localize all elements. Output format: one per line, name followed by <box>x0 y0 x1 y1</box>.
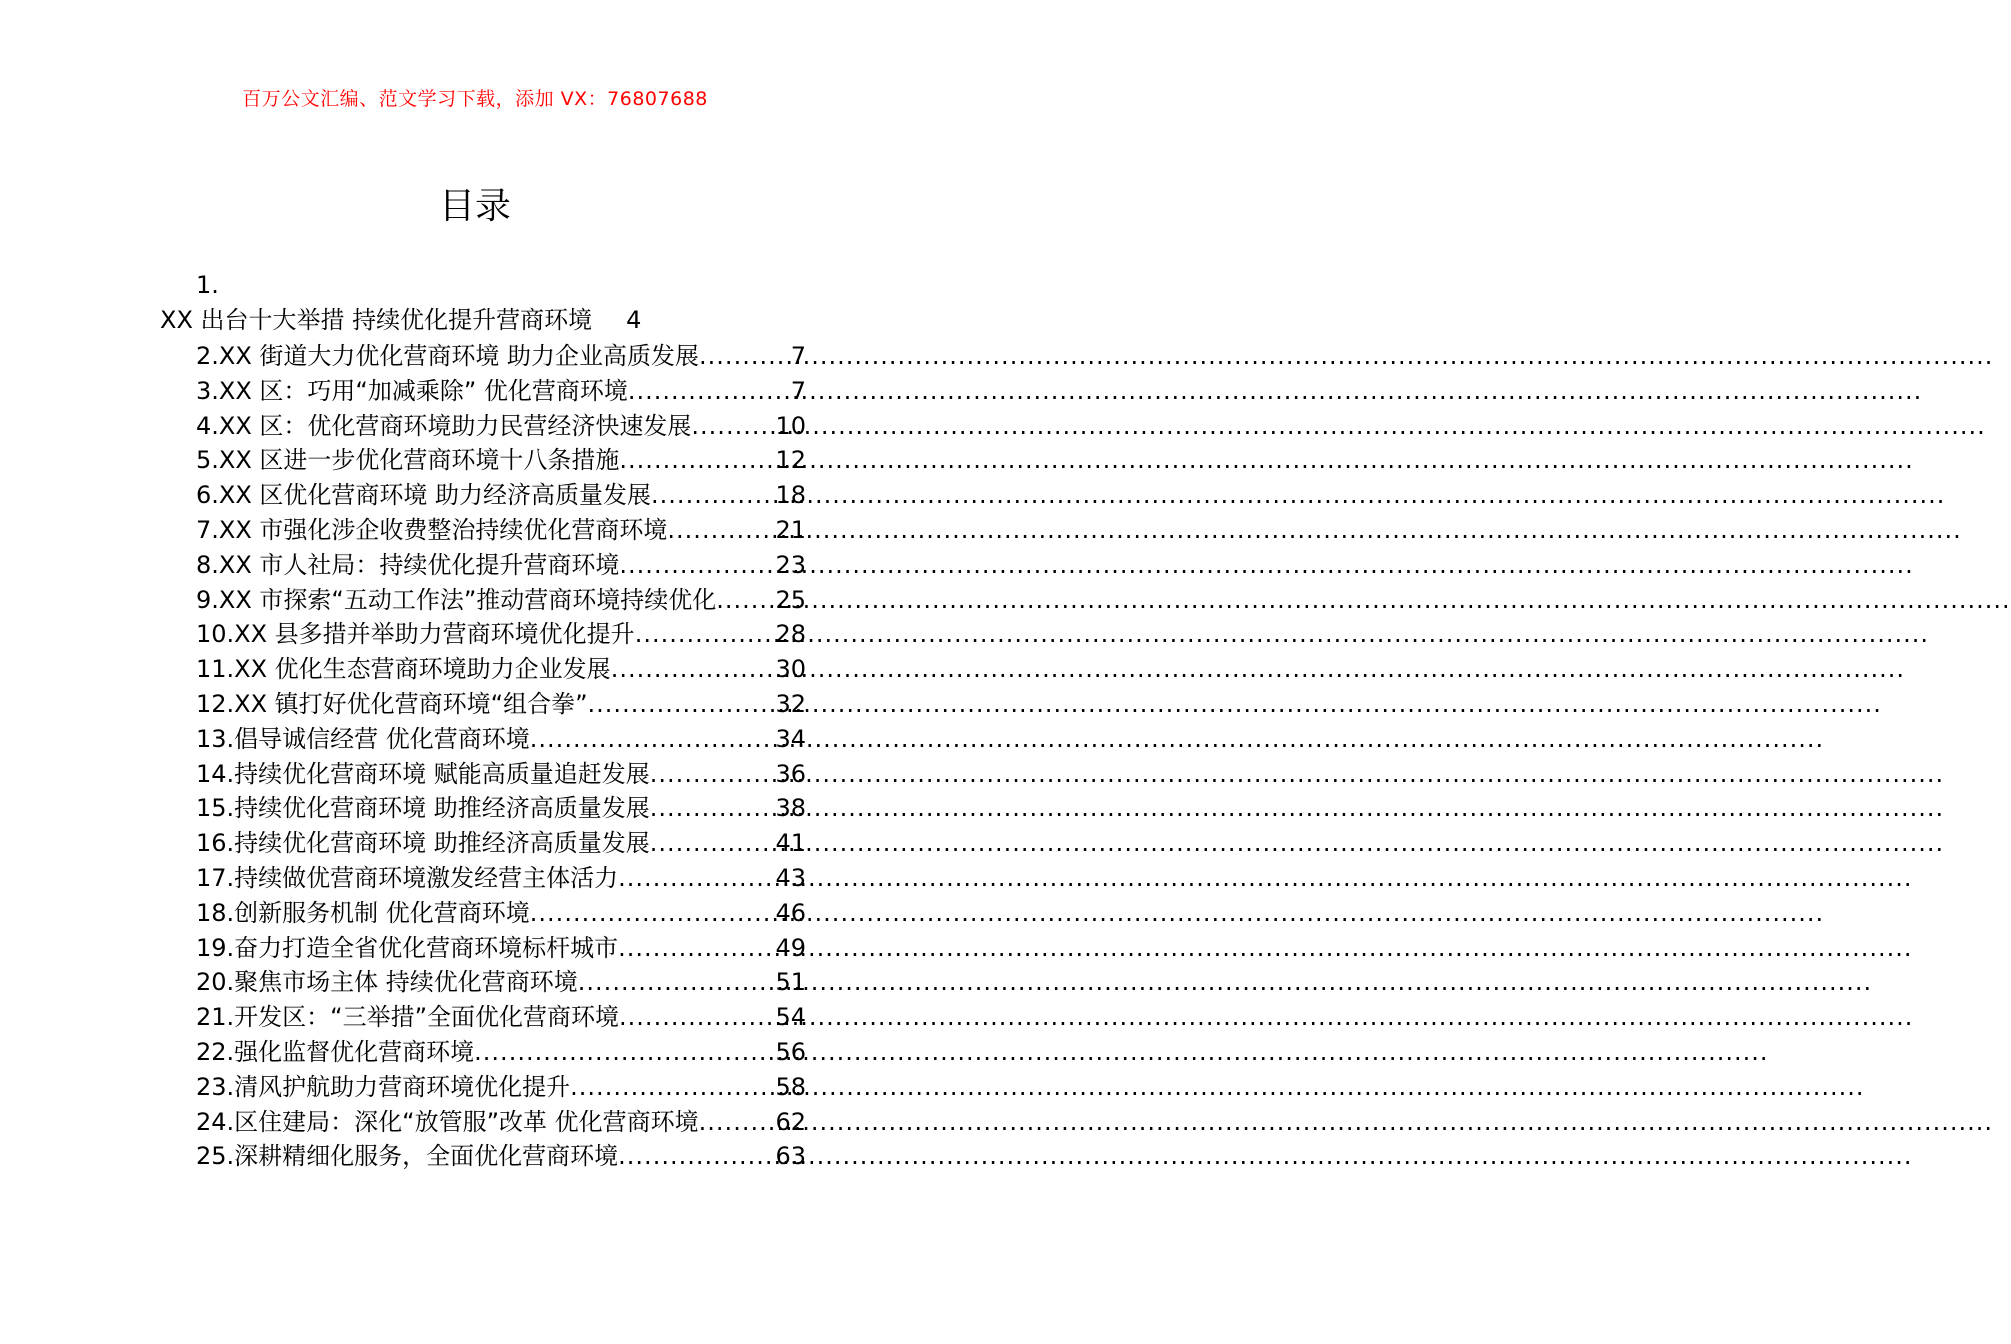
toc-leader-dots <box>619 548 775 583</box>
toc-entry-label: 14.持续优化营商环境 赋能高质量追赶发展 <box>196 759 650 788</box>
toc-entry[interactable] <box>196 826 806 861</box>
toc-entry-label: 16.持续优化营商环境 助推经济高质量发展 <box>196 829 650 858</box>
toc-entry-label: 10.XX 县多措并举助力营商环境优化提升 <box>196 620 635 649</box>
toc-entry[interactable] <box>196 339 806 374</box>
toc-entry[interactable] <box>196 513 806 548</box>
toc-entry-label: 19.奋力打造全省优化营商环境标杆城市 <box>196 933 619 962</box>
toc-entry-page: 62 <box>775 1107 806 1136</box>
toc-entry-page: 49 <box>775 933 806 962</box>
toc-entry[interactable] <box>196 896 806 931</box>
toc-entry-page: 25 <box>775 585 806 614</box>
toc-entry[interactable] <box>196 443 806 478</box>
toc-entry[interactable] <box>196 478 806 513</box>
toc-entry[interactable] <box>196 1139 806 1174</box>
toc-leader-dots <box>699 1105 776 1140</box>
toc-entry-page: 32 <box>775 689 806 718</box>
toc-entry-label: 21.开发区：“三举措”全面优化营商环境 <box>196 1003 620 1032</box>
toc-leader-dots <box>618 931 775 966</box>
toc-entry-1-number: 1. <box>196 271 219 299</box>
toc-entry-page: 7 <box>790 376 806 405</box>
toc-entry[interactable] <box>196 548 806 583</box>
toc-leader-dots <box>650 791 776 826</box>
toc-leader-dots <box>635 617 776 652</box>
toc-leader-dots <box>628 374 791 409</box>
toc-leader-dots <box>530 896 776 931</box>
toc-entry-page: 30 <box>775 655 806 684</box>
toc-entry[interactable] <box>196 861 806 896</box>
page-title: 目录 <box>438 186 511 227</box>
toc-entry-label: 23.清风护航助力营商环境优化提升 <box>196 1072 571 1101</box>
toc-entry-page: 10 <box>775 411 806 440</box>
toc-entry-page: 18 <box>775 481 806 510</box>
table-of-contents <box>196 339 806 1174</box>
toc-entry-page: 63 <box>775 1142 806 1171</box>
toc-entry-label: 12.XX 镇打好优化营商环境“组合拳” <box>196 689 588 718</box>
toc-entry-page: 54 <box>775 1003 806 1032</box>
toc-entry-label: 8.XX 市人社局：持续优化提升营商环境 <box>196 550 620 579</box>
toc-entry-page: 56 <box>775 1037 806 1066</box>
toc-entry[interactable] <box>196 617 806 652</box>
toc-entry-label: 25.深耕精细化服务，全面优化营商环境 <box>196 1142 619 1171</box>
toc-entry-label: 15.持续优化营商环境 助推经济高质量发展 <box>196 794 650 823</box>
header-note: 百万公文汇编、范文学习下载，添加 VX：76807688 <box>242 88 708 110</box>
toc-entry-label: 11.XX 优化生态营商环境助力企业发展 <box>196 655 611 684</box>
toc-entry[interactable] <box>196 757 806 792</box>
toc-entry-page: 12 <box>775 446 806 475</box>
toc-entry[interactable] <box>196 652 806 687</box>
toc-leader-dots <box>588 687 776 722</box>
toc-entry-page: 58 <box>775 1072 806 1101</box>
toc-entry-label: XX 出台十大举措 持续优化提升营商环境 <box>160 306 593 334</box>
toc-entry-page: 46 <box>775 898 806 927</box>
toc-entry[interactable] <box>196 722 806 757</box>
toc-entry[interactable] <box>196 687 806 722</box>
toc-entry-1[interactable] <box>160 303 641 337</box>
toc-entry[interactable] <box>196 409 806 444</box>
toc-leader-dots <box>578 965 776 1000</box>
toc-leader-dots <box>618 1139 775 1174</box>
toc-leader-dots <box>651 478 775 513</box>
toc-leader-dots <box>611 652 776 687</box>
toc-entry[interactable] <box>196 583 806 618</box>
toc-entry-page: 36 <box>775 759 806 788</box>
toc-entry-label: 5.XX 区进一步优化营商环境十八条措施 <box>196 446 620 475</box>
toc-entry[interactable] <box>196 1070 806 1105</box>
toc-entry-label: 9.XX 市探索“五动工作法”推动营商环境持续优化 <box>196 585 717 614</box>
toc-entry-label: 24.区住建局：深化“放管服”改革 优化营商环境 <box>196 1107 699 1136</box>
toc-entry-label: 22.强化监督优化营商环境 <box>196 1037 475 1066</box>
toc-entry[interactable] <box>196 1000 806 1035</box>
toc-leader-dots <box>619 1000 775 1035</box>
toc-entry-page: 28 <box>775 620 806 649</box>
toc-entry-label: 17.持续做优营商环境激发经营主体活力 <box>196 863 619 892</box>
toc-entry[interactable] <box>196 791 806 826</box>
toc-entry[interactable] <box>196 1035 806 1070</box>
toc-leader-dots <box>618 861 775 896</box>
toc-entry-page: 34 <box>775 724 806 753</box>
toc-entry-page: 51 <box>775 968 806 997</box>
toc-entry[interactable] <box>196 1105 806 1140</box>
toc-entry-label: 18.创新服务机制 优化营商环境 <box>196 898 530 927</box>
toc-entry-page: 7 <box>790 342 806 370</box>
toc-entry[interactable] <box>196 931 806 966</box>
toc-leader-dots <box>619 443 775 478</box>
toc-entry-label: 6.XX 区优化营商环境 助力经济高质量发展 <box>196 481 652 510</box>
toc-entry-label: 3.XX 区：巧用“加减乘除” 优化营商环境 <box>196 376 628 405</box>
toc-leader-dots <box>474 1035 775 1070</box>
toc-entry-label: 13.倡导诚信经营 优化营商环境 <box>196 724 530 753</box>
toc-entry-label: 7.XX 市强化涉企收费整治持续优化营商环境 <box>196 515 668 544</box>
toc-leader-dots <box>650 757 776 792</box>
toc-leader-dots <box>691 409 775 444</box>
toc-leader-dots <box>699 339 791 374</box>
toc-entry-label: 2.XX 街道大力优化营商环境 助力企业高质发展 <box>196 342 700 370</box>
toc-leader-dots <box>530 722 776 757</box>
toc-leader-dots <box>667 513 775 548</box>
toc-leader-dots <box>716 583 775 618</box>
toc-entry[interactable] <box>196 965 806 1000</box>
toc-entry-page: 43 <box>775 863 806 892</box>
toc-entry-label: 20.聚焦市场主体 持续优化营商环境 <box>196 968 578 997</box>
toc-entry-page: 23 <box>775 550 806 579</box>
toc-entry-page: 4 <box>626 306 642 334</box>
toc-entry-label: 4.XX 区：优化营商环境助力民营经济快速发展 <box>196 411 692 440</box>
toc-entry-page: 38 <box>775 794 806 823</box>
toc-entry-page: 41 <box>775 829 806 858</box>
toc-entry-page: 21 <box>775 515 806 544</box>
toc-entry[interactable] <box>196 374 806 409</box>
toc-leader-dots <box>570 1070 775 1105</box>
toc-leader-dots <box>650 826 776 861</box>
